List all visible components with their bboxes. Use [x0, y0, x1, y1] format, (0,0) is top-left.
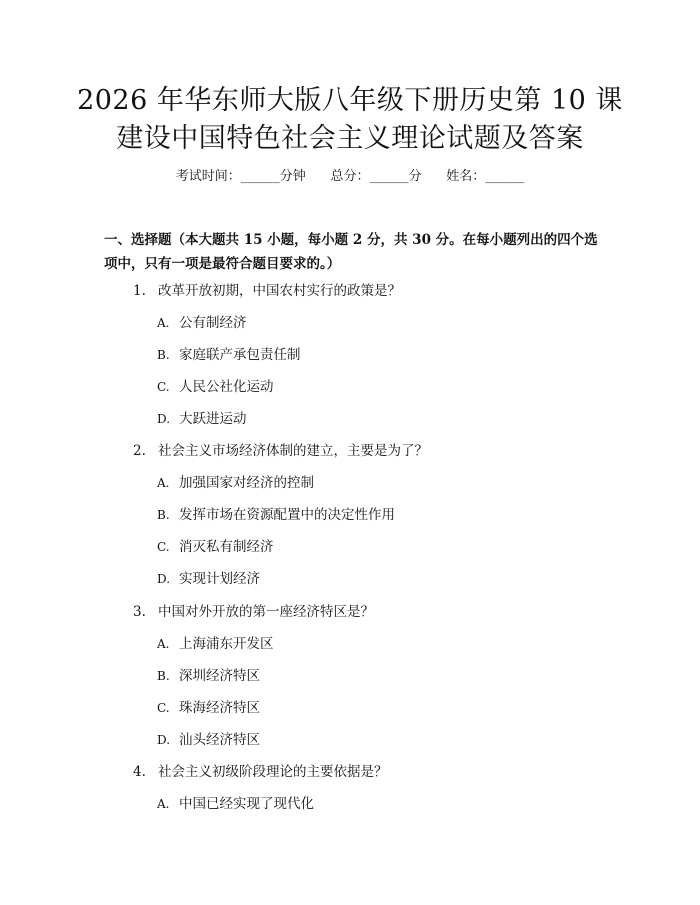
option-letter: B. [157, 348, 170, 362]
option-text: 公有制经济 [179, 315, 247, 331]
option-text: 实现计划经济 [179, 571, 260, 587]
question-number: 4. [133, 764, 146, 780]
option-letter: C. [157, 380, 170, 394]
option-letter: C. [157, 540, 170, 554]
option-letter: A. [157, 316, 170, 330]
question-number: 3. [133, 604, 146, 620]
option-letter: D. [157, 733, 171, 747]
question-4 [133, 763, 388, 781]
option-text: 大跃进运动 [179, 411, 247, 427]
question-number: 1. [133, 283, 146, 299]
question-3-option-a [157, 635, 274, 653]
document-title-line-1: 2026 年华东师大版八年级下册历史第 10 课 [77, 85, 623, 116]
question-text: 中国对外开放的第一座经济特区是？ [158, 604, 374, 620]
option-letter: D. [157, 572, 171, 586]
option-text: 发挥市场在资源配置中的决定性作用 [179, 507, 395, 523]
question-1-option-c [157, 378, 274, 396]
section-header-line-1: 一、选择题（本大题共 15 小题，每小题 2 分，共 30 分。在每小题列出的四个选 [104, 232, 598, 248]
question-2-option-d [157, 570, 260, 588]
option-text: 上海浦东开发区 [179, 636, 274, 652]
question-text: 改革开放初期，中国农村实行的政策是？ [158, 283, 401, 299]
section-header-line-2: 项中，只有一项是最符合题目要求的。） [104, 256, 341, 272]
question-4-option-a [157, 795, 314, 813]
question-1-option-a [157, 314, 247, 332]
option-letter: D. [157, 412, 171, 426]
document-title-line-2: 建设中国特色社会主义理论试题及答案 [116, 123, 584, 154]
option-text: 深圳经济特区 [179, 668, 260, 684]
option-letter: A. [157, 476, 170, 490]
question-2-option-c [157, 538, 274, 556]
option-letter: C. [157, 701, 170, 715]
question-number: 2. [133, 443, 146, 459]
question-1-option-d [157, 410, 247, 428]
option-text: 人民公社化运动 [179, 379, 274, 395]
option-text: 家庭联产承包责任制 [179, 347, 301, 363]
question-1-option-b [157, 346, 301, 364]
question-2-option-a [157, 474, 314, 492]
question-text: 社会主义市场经济体制的建立，主要是为了？ [158, 443, 428, 459]
option-letter: A. [157, 797, 170, 811]
question-3-option-b [157, 667, 260, 685]
question-2 [133, 442, 428, 460]
option-text: 消灭私有制经济 [179, 539, 274, 555]
option-text: 加强国家对经济的控制 [179, 475, 314, 491]
option-letter: A. [157, 637, 170, 651]
question-1 [133, 282, 401, 300]
option-text: 汕头经济特区 [179, 732, 260, 748]
exam-info: 考试时间：______分钟 总分：______分 姓名：______ [175, 169, 525, 184]
option-letter: B. [157, 508, 170, 522]
option-text: 中国已经实现了现代化 [179, 796, 314, 812]
question-3-option-d [157, 731, 260, 749]
option-letter: B. [157, 669, 170, 683]
question-3 [133, 603, 374, 621]
question-text: 社会主义初级阶段理论的主要依据是？ [158, 764, 388, 780]
question-2-option-b [157, 506, 395, 524]
question-3-option-c [157, 699, 260, 717]
option-text: 珠海经济特区 [179, 700, 260, 716]
